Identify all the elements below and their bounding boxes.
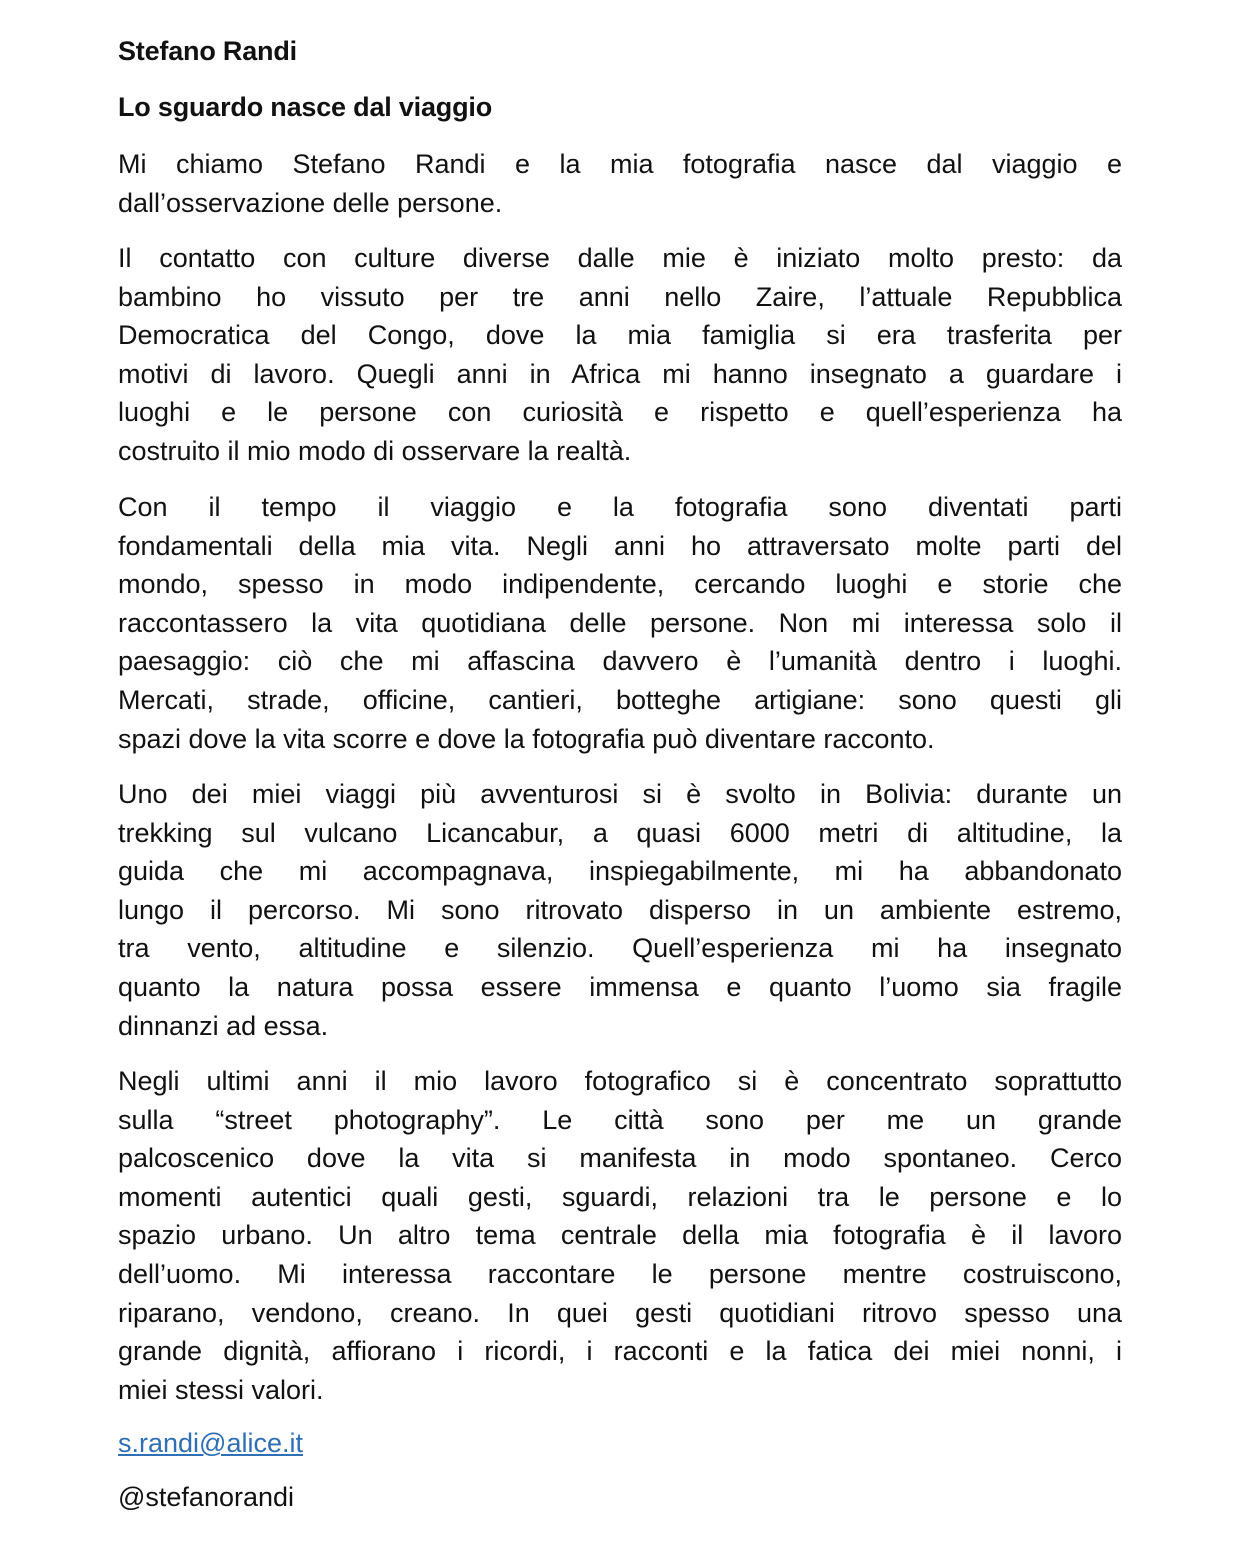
paragraph-line: miei stessi valori. <box>118 1374 324 1405</box>
paragraph-intro <box>118 145 1122 222</box>
paragraph-line: Mi chiamo Stefano Randi e la mia fotografia nasce dal viaggio e <box>118 149 1122 179</box>
paragraph-bolivia <box>118 775 1122 1045</box>
paragraph-line: bambino ho vissuto per tre anni nello Zaire, l’attuale Repubblica <box>118 281 1122 312</box>
paragraph-line: momenti autentici quali gesti, sguardi, relazioni tra le persone e lo <box>118 1181 1122 1212</box>
paragraph-line: spazio urbano. Un altro tema centrale della mia fotografia è il lavoro <box>118 1220 1122 1251</box>
paragraph-line: paesaggio: ciò che mi affascina davvero è l’umanità dentro i luoghi. <box>118 646 1122 677</box>
paragraph-line: fondamentali della mia vita. Negli anni ho attraversato molte parti del <box>118 530 1122 561</box>
paragraph-line: dall’osservazione delle persone. <box>118 187 503 218</box>
paragraph-line: palcoscenico dove la vita si manifesta in modo spontaneo. Cerco <box>118 1143 1122 1174</box>
paragraph-childhood <box>118 239 1122 471</box>
paragraph-line: riparano, vendono, creano. In quei gesti quotidiani ritrovo spesso una <box>118 1297 1122 1328</box>
paragraph-line: mondo, spesso in modo indipendente, cercando luoghi e storie che <box>118 569 1122 600</box>
paragraph-line: Mercati, strade, officine, cantieri, botteghe artigiane: sono questi gli <box>118 684 1122 715</box>
paragraph-line: Democratica del Congo, dove la mia famiglia si era trasferita per <box>118 320 1122 351</box>
social-handle: @stefanorandi <box>118 1482 295 1512</box>
paragraph-line: lungo il percorso. Mi sono ritrovato disperso in un ambiente estremo, <box>118 894 1122 925</box>
paragraph-line: costruito il mio modo di osservare la realtà. <box>118 435 632 466</box>
paragraph-travel <box>118 488 1122 758</box>
paragraph-line: raccontassero la vita quotidiana delle persone. Non mi interessa solo il <box>118 607 1122 638</box>
paragraph-line: tra vento, altitudine e silenzio. Quell’esperienza mi ha insegnato <box>118 933 1122 964</box>
paragraph-line: Negli ultimi anni il mio lavoro fotografico si è concentrato soprattutto <box>118 1066 1122 1096</box>
paragraph-line: trekking sul vulcano Licancabur, a quasi 6000 metri di altitudine, la <box>118 817 1122 848</box>
email-link[interactable]: s.randi@alice.it <box>118 1428 303 1458</box>
paragraph-line: grande dignità, affiorano i ricordi, i racconti e la fatica dei miei nonni, i <box>118 1336 1122 1367</box>
paragraph-line: Con il tempo il viaggio e la fotografia sono diventati parti <box>118 492 1122 522</box>
paragraph-line: spazi dove la vita scorre e dove la fotografia può diventare racconto. <box>118 723 935 754</box>
paragraph-line: motivi di lavoro. Quegli anni in Africa mi hanno insegnato a guardare i <box>118 358 1122 389</box>
paragraph-line: sulla “street photography”. Le città sono per me un grande <box>118 1104 1122 1135</box>
paragraph-line: dell’uomo. Mi interessa raccontare le persone mentre costruiscono, <box>118 1258 1122 1289</box>
document-title: Lo sguardo nasce dal viaggio <box>118 92 492 122</box>
paragraph-line: quanto la natura possa essere immensa e quanto l’uomo sia fragile <box>118 971 1122 1002</box>
paragraph-line: Uno dei miei viaggi più avventurosi si è svolto in Bolivia: durante un <box>118 779 1122 809</box>
paragraph-line: guida che mi accompagnava, inspiegabilmente, mi ha abbandonato <box>118 856 1122 887</box>
paragraph-line: Il contatto con culture diverse dalle mie è iniziato molto presto: da <box>118 243 1122 273</box>
author-name: Stefano Randi <box>118 36 297 66</box>
paragraph-street-photography <box>118 1062 1122 1409</box>
paragraph-line: luoghi e le persone con curiosità e rispetto e quell’esperienza ha <box>118 397 1122 428</box>
paragraph-line: dinnanzi ad essa. <box>118 1010 329 1041</box>
